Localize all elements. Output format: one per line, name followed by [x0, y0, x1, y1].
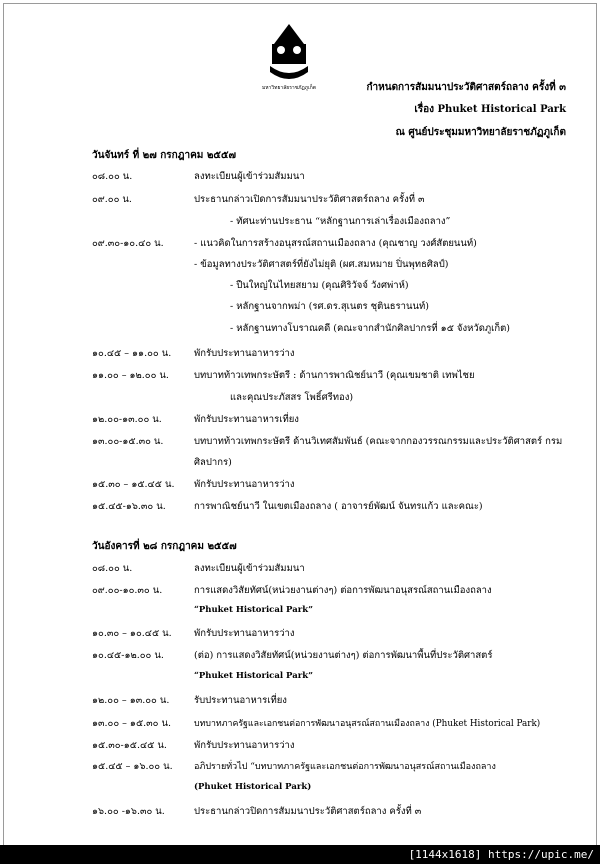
activity: บทบาทท้าวเทพกระษัตรี ด้านวิเทศสัมพันธ์ (คณะจากกองวรรณกรรมและประวัติศาสตร์ กรม	[194, 436, 563, 447]
image-host-footer[interactable]: [1144x1618] https://upic.me/	[0, 845, 600, 864]
activity: ประธานกล่าวปิดการสัมมนาประวัติศาสตร์ถลาง ครั้งที่ ๓	[194, 806, 422, 817]
schedule-subject: เรื่อง Phuket Historical Park	[414, 104, 566, 115]
activity: (ต่อ) การแสดงวิสัยทัศน์(หน่วยงานต่างๆ) ต่อการพัฒนาพื้นที่ประวัติศาสตร์	[194, 650, 493, 661]
day1-row	[92, 368, 562, 384]
day1-heading: วันจันทร์ ที่ ๒๗ กรกฎาคม ๒๕๕๗	[92, 150, 237, 161]
day2-row	[92, 583, 562, 599]
activity: พักรับประทานอาหารว่าง	[194, 348, 295, 359]
activity: ประธานกล่าวเปิดการสัมมนาประวัติศาสตร์ถลาง ครั้งที่ ๓	[194, 194, 425, 205]
day2-heading: วันอังคารที่ ๒๘ กรกฎาคม ๒๕๕๗	[92, 541, 237, 552]
day1-sub-item: และคุณประภัสสร โพธิ์ศรีทอง)	[230, 392, 354, 403]
time: ๐๙.๐๐-๑๐.๓๐ น.	[92, 585, 163, 596]
day1-sub-item: - ปืนใหญ่ในไทยสยาม (คุณศิริวัจจ์ วังศพ่าห์)	[230, 280, 409, 291]
time: ๑๒.๐๐-๑๓.๐๐ น.	[92, 414, 162, 425]
day1-sub-item: ศิลปากร)	[194, 457, 232, 468]
day2-note: “Phuket Historical Park”	[194, 671, 313, 681]
day1-sub-item: - หลักฐานจากพม่า (รศ.ดร.สุเนตร ชุตินธรานนท์)	[230, 301, 429, 312]
day1-row	[92, 412, 562, 428]
day2-row	[92, 804, 562, 820]
schedule-venue: ณ ศูนย์ประชุมมหาวิทยาลัยราชภัฏภูเก็ต	[395, 127, 566, 138]
day1-row	[92, 477, 562, 493]
time: ๑๖.๐๐ -๑๖.๓๐ น.	[92, 806, 165, 817]
activity: การพาณิชย์นาวี ในเขตเมืองถลาง ( อาจารย์พัฒน์ จันทรแก้ว และคณะ)	[194, 501, 483, 512]
day2-row	[92, 738, 562, 754]
activity: พักรับประทานอาหารว่าง	[194, 628, 295, 639]
day1-sub-item: - ทัศนะท่านประธาน “หลักฐานการเล่าเรื่องเมืองถลาง”	[230, 216, 451, 227]
day2-row	[92, 693, 562, 709]
day2-note: “Phuket Historical Park”	[194, 605, 313, 615]
time: ๑๐.๓๐ – ๑๐.๔๕ น.	[92, 628, 172, 639]
day2-row	[92, 759, 562, 775]
time: ๐๙.๐๐ น.	[92, 194, 132, 205]
activity: ลงทะเบียนผู้เข้าร่วมสัมมนา	[194, 563, 305, 574]
day1-row	[92, 499, 562, 515]
day2-row	[92, 561, 562, 577]
activity: - แนวคิดในการสร้างอนุสรณ์สถานเมืองถลาง (คุณชาญ วงศ์สัตยนนท์)	[194, 238, 477, 249]
activity: บทบาทภาครัฐและเอกชนต่อการพัฒนาอนุสรณ์สถานเมืองถลาง (Phuket Historical Park)	[194, 719, 541, 729]
time: ๑๒.๐๐ – ๑๓.๐๐ น.	[92, 695, 170, 706]
time: ๑๓.๐๐ – ๑๕.๓๐ น.	[92, 718, 171, 729]
day1-row	[92, 192, 562, 208]
activity: ลงทะเบียนผู้เข้าร่วมสัมมนา	[194, 171, 305, 182]
time: ๑๕.๓๐-๑๕.๔๕ น.	[92, 740, 167, 751]
day2-row	[92, 626, 562, 642]
day1-sub-item: - ข้อมูลทางประวัติศาสตร์ที่ยังไม่ยุติ (ผศ.สมหมาย ปิ่นพุทธศิลป์)	[194, 259, 449, 270]
time: ๑๐.๔๕-๑๒.๐๐ น.	[92, 650, 164, 661]
day1-row	[92, 434, 562, 450]
university-logo	[262, 22, 316, 92]
activity: อภิปรายทั่วไป “บทบาทภาครัฐและเอกชนต่อการพัฒนาอนุสรณ์สถานเมืองถลาง	[194, 762, 496, 772]
time: ๑๑.๐๐ – ๑๒.๐๐ น.	[92, 370, 169, 381]
time: ๑๐.๔๕ – ๑๑.๐๐ น.	[92, 348, 172, 359]
day2-row	[92, 648, 562, 664]
day2-row	[92, 716, 562, 732]
activity: พักรับประทานอาหารว่าง	[194, 740, 295, 751]
logo-caption: มหาวิทยาลัยราชภัฏภูเก็ต	[262, 85, 316, 91]
day1-row	[92, 169, 562, 185]
day1-sub-item: - หลักฐานทางโบราณคดี (คณะจากสำนักศิลปากรที่ ๑๕ จังหวัดภูเก็ต)	[230, 323, 511, 334]
activity: บทบาทท้าวเทพกระษัตรี : ด้านการพาณิชย์นาวี (คุณเขมชาติ เทพไชย	[194, 370, 475, 381]
activity: การแสดงวิสัยทัศน์(หน่วยงานต่างๆ) ต่อการพัฒนาอนุสรณ์สถานเมืองถลาง	[194, 585, 492, 596]
time: ๐๙.๓๐-๑๐.๔๐ น.	[92, 238, 164, 249]
day2-note: (Phuket Historical Park)	[194, 782, 312, 792]
time: ๑๕.๔๕ – ๑๖.๐๐ น.	[92, 761, 173, 772]
activity: รับประทานอาหารเที่ยง	[194, 695, 287, 706]
activity: พักรับประทานอาหารว่าง	[194, 479, 295, 490]
time: ๑๕.๓๐ – ๑๕.๔๕ น.	[92, 479, 175, 490]
time: ๐๘.๐๐ น.	[92, 563, 133, 574]
time: ๑๕.๔๕-๑๖.๓๐ น.	[92, 501, 166, 512]
time: ๐๘.๐๐ น.	[92, 171, 133, 182]
day1-row	[92, 346, 562, 362]
activity: พักรับประทานอาหารเที่ยง	[194, 414, 299, 425]
day1-row	[92, 236, 562, 252]
time: ๑๓.๐๐-๑๕.๓๐ น.	[92, 436, 164, 447]
schedule-title: กำหนดการสัมมนาประวัติศาสตร์ถลาง ครั้งที่ ๓	[366, 82, 566, 93]
